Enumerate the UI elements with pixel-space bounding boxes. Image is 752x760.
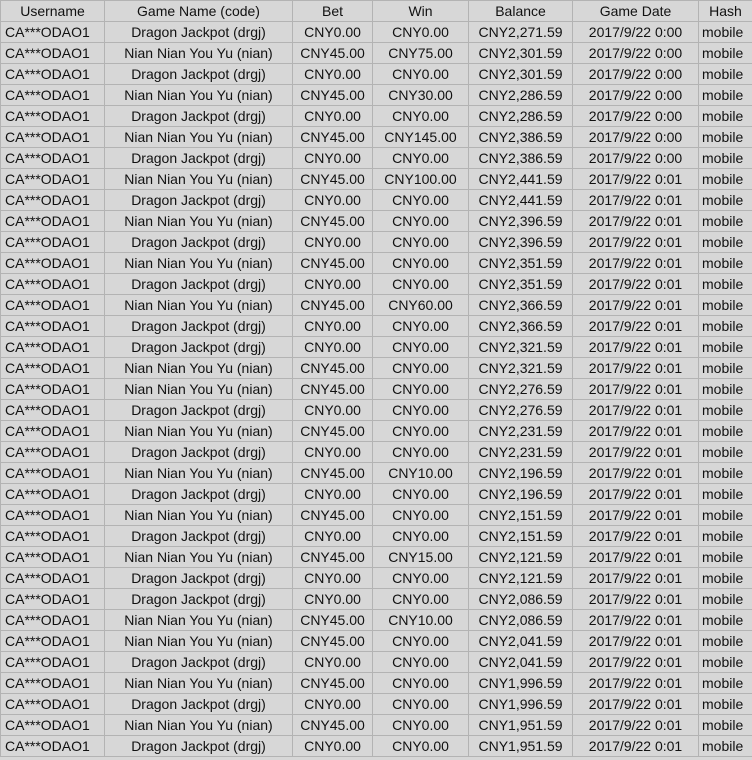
cell-balance[interactable]: CNY2,286.59 — [469, 85, 573, 106]
table-row — [1, 379, 752, 400]
cell-game-date[interactable]: 2017/9/22 0:01 — [573, 232, 699, 253]
cell-game-date[interactable]: 2017/9/22 0:01 — [573, 169, 699, 190]
cell-win[interactable]: CNY0.00 — [373, 64, 469, 85]
cell-username[interactable]: CA***ODAO1 — [1, 358, 105, 379]
cell-bet[interactable]: CNY45.00 — [293, 421, 373, 442]
cell-game-name[interactable]: Dragon Jackpot (drgj) — [105, 274, 293, 295]
cell-win[interactable]: CNY0.00 — [373, 589, 469, 610]
cell-game-name[interactable]: Nian Nian You Yu (nian) — [105, 379, 293, 400]
table-row — [1, 568, 752, 589]
table-row — [1, 463, 752, 484]
cell-balance[interactable]: CNY2,441.59 — [469, 190, 573, 211]
cell-bet[interactable]: CNY0.00 — [293, 526, 373, 547]
cell-bet[interactable]: CNY45.00 — [293, 358, 373, 379]
table-row — [1, 673, 752, 694]
cell-win[interactable]: CNY0.00 — [373, 652, 469, 673]
cell-game-date[interactable]: 2017/9/22 0:01 — [573, 652, 699, 673]
cell-game-date[interactable]: 2017/9/22 0:00 — [573, 64, 699, 85]
table-row — [1, 484, 752, 505]
cell-game-name[interactable]: Nian Nian You Yu (nian) — [105, 127, 293, 148]
cell-game-date[interactable]: 2017/9/22 0:00 — [573, 106, 699, 127]
table-row — [1, 337, 752, 358]
cell-bet[interactable]: CNY45.00 — [293, 169, 373, 190]
cell-game-name[interactable]: Nian Nian You Yu (nian) — [105, 505, 293, 526]
cell-hash[interactable]: mobile — [699, 526, 752, 547]
cell-bet[interactable]: CNY0.00 — [293, 106, 373, 127]
cell-game-date[interactable]: 2017/9/22 0:01 — [573, 715, 699, 736]
cell-username[interactable]: CA***ODAO1 — [1, 253, 105, 274]
cell-win[interactable]: CNY0.00 — [373, 148, 469, 169]
cell-game-date[interactable]: 2017/9/22 0:01 — [573, 316, 699, 337]
cell-win[interactable]: CNY60.00 — [373, 295, 469, 316]
cell-username[interactable]: CA***ODAO1 — [1, 316, 105, 337]
column-header-balance[interactable]: Balance — [469, 1, 573, 22]
cell-username[interactable]: CA***ODAO1 — [1, 715, 105, 736]
cell-win[interactable]: CNY0.00 — [373, 106, 469, 127]
cell-username[interactable]: CA***ODAO1 — [1, 148, 105, 169]
cell-game-name[interactable]: Nian Nian You Yu (nian) — [105, 358, 293, 379]
cell-hash[interactable]: mobile — [699, 22, 752, 43]
cell-win[interactable]: CNY0.00 — [373, 337, 469, 358]
cell-hash[interactable]: mobile — [699, 232, 752, 253]
cell-game-date[interactable]: 2017/9/22 0:01 — [573, 442, 699, 463]
cell-game-date[interactable]: 2017/9/22 0:00 — [573, 22, 699, 43]
cell-bet[interactable]: CNY45.00 — [293, 379, 373, 400]
cell-bet[interactable]: CNY45.00 — [293, 463, 373, 484]
cell-bet[interactable]: CNY45.00 — [293, 673, 373, 694]
cell-bet[interactable]: CNY0.00 — [293, 190, 373, 211]
cell-bet[interactable]: CNY0.00 — [293, 148, 373, 169]
cell-username[interactable]: CA***ODAO1 — [1, 232, 105, 253]
cell-username[interactable]: CA***ODAO1 — [1, 652, 105, 673]
cell-hash[interactable]: mobile — [699, 652, 752, 673]
cell-balance[interactable]: CNY1,996.59 — [469, 673, 573, 694]
cell-balance[interactable]: CNY2,396.59 — [469, 211, 573, 232]
cell-username[interactable]: CA***ODAO1 — [1, 43, 105, 64]
cell-game-date[interactable]: 2017/9/22 0:01 — [573, 610, 699, 631]
table-row — [1, 106, 752, 127]
cell-bet[interactable]: CNY0.00 — [293, 736, 373, 757]
cell-bet[interactable]: CNY45.00 — [293, 505, 373, 526]
cell-game-name[interactable]: Dragon Jackpot (drgj) — [105, 694, 293, 715]
cell-game-name[interactable]: Nian Nian You Yu (nian) — [105, 673, 293, 694]
cell-game-name[interactable]: Dragon Jackpot (drgj) — [105, 526, 293, 547]
column-header-win[interactable]: Win — [373, 1, 469, 22]
cell-bet[interactable]: CNY45.00 — [293, 610, 373, 631]
header-row — [1, 1, 752, 22]
cell-hash[interactable]: mobile — [699, 379, 752, 400]
column-header-bet[interactable]: Bet — [293, 1, 373, 22]
cell-game-date[interactable]: 2017/9/22 0:01 — [573, 505, 699, 526]
table-row — [1, 589, 752, 610]
cell-game-date[interactable]: 2017/9/22 0:01 — [573, 400, 699, 421]
cell-hash[interactable]: mobile — [699, 211, 752, 232]
table-row — [1, 631, 752, 652]
cell-balance[interactable]: CNY2,301.59 — [469, 64, 573, 85]
column-header-username[interactable]: Username — [1, 1, 105, 22]
cell-win[interactable]: CNY0.00 — [373, 253, 469, 274]
cell-game-date[interactable]: 2017/9/22 0:01 — [573, 379, 699, 400]
cell-win[interactable]: CNY0.00 — [373, 442, 469, 463]
cell-bet[interactable]: CNY0.00 — [293, 316, 373, 337]
cell-game-date[interactable]: 2017/9/22 0:01 — [573, 589, 699, 610]
table-row — [1, 694, 752, 715]
table-row — [1, 736, 752, 757]
cell-username[interactable]: CA***ODAO1 — [1, 589, 105, 610]
cell-hash[interactable]: mobile — [699, 127, 752, 148]
table-row — [1, 610, 752, 631]
cell-hash[interactable]: mobile — [699, 295, 752, 316]
cell-bet[interactable]: CNY0.00 — [293, 442, 373, 463]
column-header-hash[interactable]: Hash — [699, 1, 752, 22]
cell-game-name[interactable]: Nian Nian You Yu (nian) — [105, 211, 293, 232]
cell-game-date[interactable]: 2017/9/22 0:01 — [573, 673, 699, 694]
cell-game-date[interactable]: 2017/9/22 0:01 — [573, 526, 699, 547]
table-row — [1, 127, 752, 148]
cell-balance[interactable]: CNY2,286.59 — [469, 106, 573, 127]
cell-win[interactable]: CNY0.00 — [373, 631, 469, 652]
cell-username[interactable]: CA***ODAO1 — [1, 421, 105, 442]
cell-bet[interactable]: CNY45.00 — [293, 43, 373, 64]
cell-win[interactable]: CNY0.00 — [373, 673, 469, 694]
cell-game-date[interactable]: 2017/9/22 0:01 — [573, 421, 699, 442]
cell-balance[interactable]: CNY2,366.59 — [469, 295, 573, 316]
cell-game-date[interactable]: 2017/9/22 0:01 — [573, 631, 699, 652]
cell-win[interactable]: CNY0.00 — [373, 232, 469, 253]
cell-game-date[interactable]: 2017/9/22 0:01 — [573, 358, 699, 379]
cell-bet[interactable]: CNY0.00 — [293, 484, 373, 505]
cell-win[interactable]: CNY10.00 — [373, 610, 469, 631]
table-row — [1, 526, 752, 547]
cell-username[interactable]: CA***ODAO1 — [1, 547, 105, 568]
cell-hash[interactable]: mobile — [699, 589, 752, 610]
cell-balance[interactable]: CNY2,231.59 — [469, 442, 573, 463]
cell-game-date[interactable]: 2017/9/22 0:01 — [573, 694, 699, 715]
cell-username[interactable]: CA***ODAO1 — [1, 211, 105, 232]
cell-hash[interactable]: mobile — [699, 169, 752, 190]
cell-bet[interactable]: CNY0.00 — [293, 64, 373, 85]
cell-game-name[interactable]: Nian Nian You Yu (nian) — [105, 610, 293, 631]
cell-username[interactable]: CA***ODAO1 — [1, 526, 105, 547]
cell-bet[interactable]: CNY0.00 — [293, 337, 373, 358]
cell-balance[interactable]: CNY2,041.59 — [469, 631, 573, 652]
table-row — [1, 64, 752, 85]
cell-balance[interactable]: CNY2,441.59 — [469, 169, 573, 190]
table-row — [1, 715, 752, 736]
table-row — [1, 148, 752, 169]
table-row — [1, 190, 752, 211]
cell-username[interactable]: CA***ODAO1 — [1, 337, 105, 358]
cell-game-name[interactable]: Dragon Jackpot (drgj) — [105, 316, 293, 337]
cell-username[interactable]: CA***ODAO1 — [1, 169, 105, 190]
column-header-game-date[interactable]: Game Date — [573, 1, 699, 22]
cell-hash[interactable]: mobile — [699, 673, 752, 694]
cell-game-name[interactable]: Nian Nian You Yu (nian) — [105, 43, 293, 64]
cell-game-name[interactable]: Dragon Jackpot (drgj) — [105, 106, 293, 127]
cell-hash[interactable]: mobile — [699, 568, 752, 589]
cell-game-name[interactable]: Dragon Jackpot (drgj) — [105, 190, 293, 211]
cell-hash[interactable]: mobile — [699, 610, 752, 631]
cell-username[interactable]: CA***ODAO1 — [1, 568, 105, 589]
table-row — [1, 400, 752, 421]
cell-bet[interactable]: CNY45.00 — [293, 715, 373, 736]
cell-hash[interactable]: mobile — [699, 694, 752, 715]
cell-username[interactable]: CA***ODAO1 — [1, 694, 105, 715]
cell-game-date[interactable]: 2017/9/22 0:01 — [573, 190, 699, 211]
cell-game-date[interactable]: 2017/9/22 0:01 — [573, 274, 699, 295]
cell-win[interactable]: CNY0.00 — [373, 400, 469, 421]
cell-balance[interactable]: CNY2,151.59 — [469, 505, 573, 526]
cell-username[interactable]: CA***ODAO1 — [1, 673, 105, 694]
table-row — [1, 253, 752, 274]
cell-hash[interactable]: mobile — [699, 505, 752, 526]
cell-hash[interactable]: mobile — [699, 358, 752, 379]
cell-game-name[interactable]: Dragon Jackpot (drgj) — [105, 64, 293, 85]
cell-bet[interactable]: CNY0.00 — [293, 274, 373, 295]
cell-balance[interactable]: CNY2,351.59 — [469, 253, 573, 274]
table-row — [1, 274, 752, 295]
cell-username[interactable]: CA***ODAO1 — [1, 379, 105, 400]
cell-bet[interactable]: CNY45.00 — [293, 547, 373, 568]
cell-username[interactable]: CA***ODAO1 — [1, 106, 105, 127]
cell-game-name[interactable]: Nian Nian You Yu (nian) — [105, 631, 293, 652]
cell-balance[interactable]: CNY2,086.59 — [469, 610, 573, 631]
cell-hash[interactable]: mobile — [699, 631, 752, 652]
cell-hash[interactable]: mobile — [699, 463, 752, 484]
cell-username[interactable]: CA***ODAO1 — [1, 463, 105, 484]
cell-win[interactable]: CNY100.00 — [373, 169, 469, 190]
cell-bet[interactable]: CNY0.00 — [293, 652, 373, 673]
cell-username[interactable]: CA***ODAO1 — [1, 190, 105, 211]
table-row — [1, 505, 752, 526]
cell-win[interactable]: CNY0.00 — [373, 211, 469, 232]
cell-hash[interactable]: mobile — [699, 400, 752, 421]
table-row — [1, 22, 752, 43]
cell-game-name[interactable]: Dragon Jackpot (drgj) — [105, 232, 293, 253]
cell-game-name[interactable]: Nian Nian You Yu (nian) — [105, 547, 293, 568]
cell-game-name[interactable]: Dragon Jackpot (drgj) — [105, 442, 293, 463]
cell-balance[interactable]: CNY2,321.59 — [469, 358, 573, 379]
cell-balance[interactable]: CNY2,386.59 — [469, 148, 573, 169]
cell-balance[interactable]: CNY2,121.59 — [469, 547, 573, 568]
cell-balance[interactable]: CNY2,386.59 — [469, 127, 573, 148]
cell-hash[interactable]: mobile — [699, 253, 752, 274]
cell-balance[interactable]: CNY2,396.59 — [469, 232, 573, 253]
cell-hash[interactable]: mobile — [699, 715, 752, 736]
cell-game-name[interactable]: Nian Nian You Yu (nian) — [105, 169, 293, 190]
cell-balance[interactable]: CNY1,951.59 — [469, 736, 573, 757]
column-header-game-name[interactable]: Game Name (code) — [105, 1, 293, 22]
cell-balance[interactable]: CNY1,951.59 — [469, 715, 573, 736]
cell-username[interactable]: CA***ODAO1 — [1, 505, 105, 526]
cell-game-name[interactable]: Nian Nian You Yu (nian) — [105, 253, 293, 274]
cell-bet[interactable]: CNY0.00 — [293, 400, 373, 421]
cell-game-name[interactable]: Dragon Jackpot (drgj) — [105, 148, 293, 169]
cell-username[interactable]: CA***ODAO1 — [1, 64, 105, 85]
cell-balance[interactable]: CNY2,231.59 — [469, 421, 573, 442]
cell-win[interactable]: CNY0.00 — [373, 568, 469, 589]
cell-win[interactable]: CNY0.00 — [373, 421, 469, 442]
cell-win[interactable]: CNY0.00 — [373, 316, 469, 337]
cell-balance[interactable]: CNY1,996.59 — [469, 694, 573, 715]
cell-win[interactable]: CNY10.00 — [373, 463, 469, 484]
cell-balance[interactable]: CNY2,041.59 — [469, 652, 573, 673]
cell-username[interactable]: CA***ODAO1 — [1, 400, 105, 421]
cell-game-name[interactable]: Nian Nian You Yu (nian) — [105, 421, 293, 442]
cell-game-date[interactable]: 2017/9/22 0:01 — [573, 547, 699, 568]
cell-bet[interactable]: CNY45.00 — [293, 253, 373, 274]
cell-hash[interactable]: mobile — [699, 316, 752, 337]
cell-game-date[interactable]: 2017/9/22 0:00 — [573, 43, 699, 64]
cell-hash[interactable]: mobile — [699, 190, 752, 211]
cell-hash[interactable]: mobile — [699, 148, 752, 169]
cell-bet[interactable]: CNY0.00 — [293, 22, 373, 43]
cell-hash[interactable]: mobile — [699, 484, 752, 505]
cell-game-date[interactable]: 2017/9/22 0:00 — [573, 127, 699, 148]
table-row — [1, 295, 752, 316]
table-row — [1, 85, 752, 106]
cell-balance[interactable]: CNY2,366.59 — [469, 316, 573, 337]
table-row — [1, 421, 752, 442]
cell-username[interactable]: CA***ODAO1 — [1, 274, 105, 295]
cell-balance[interactable]: CNY2,151.59 — [469, 526, 573, 547]
cell-hash[interactable]: mobile — [699, 547, 752, 568]
cell-win[interactable]: CNY145.00 — [373, 127, 469, 148]
cell-win[interactable]: CNY0.00 — [373, 379, 469, 400]
cell-game-name[interactable]: Dragon Jackpot (drgj) — [105, 589, 293, 610]
cell-game-date[interactable]: 2017/9/22 0:01 — [573, 568, 699, 589]
cell-game-date[interactable]: 2017/9/22 0:01 — [573, 337, 699, 358]
cell-win[interactable]: CNY0.00 — [373, 526, 469, 547]
table-row — [1, 43, 752, 64]
cell-hash[interactable]: mobile — [699, 274, 752, 295]
cell-bet[interactable]: CNY45.00 — [293, 211, 373, 232]
cell-hash[interactable]: mobile — [699, 337, 752, 358]
cell-hash[interactable]: mobile — [699, 106, 752, 127]
cell-balance[interactable]: CNY2,271.59 — [469, 22, 573, 43]
cell-hash[interactable]: mobile — [699, 64, 752, 85]
cell-win[interactable]: CNY0.00 — [373, 505, 469, 526]
cell-win[interactable]: CNY0.00 — [373, 358, 469, 379]
cell-hash[interactable]: mobile — [699, 442, 752, 463]
cell-win[interactable]: CNY15.00 — [373, 547, 469, 568]
cell-game-name[interactable]: Dragon Jackpot (drgj) — [105, 736, 293, 757]
cell-game-name[interactable]: Nian Nian You Yu (nian) — [105, 295, 293, 316]
cell-game-date[interactable]: 2017/9/22 0:01 — [573, 253, 699, 274]
cell-bet[interactable]: CNY45.00 — [293, 295, 373, 316]
cell-username[interactable]: CA***ODAO1 — [1, 22, 105, 43]
cell-bet[interactable]: CNY45.00 — [293, 85, 373, 106]
cell-win[interactable]: CNY0.00 — [373, 715, 469, 736]
table-row — [1, 232, 752, 253]
cell-game-date[interactable]: 2017/9/22 0:00 — [573, 85, 699, 106]
cell-win[interactable]: CNY30.00 — [373, 85, 469, 106]
cell-game-name[interactable]: Nian Nian You Yu (nian) — [105, 463, 293, 484]
cell-win[interactable]: CNY0.00 — [373, 190, 469, 211]
cell-bet[interactable]: CNY0.00 — [293, 232, 373, 253]
cell-win[interactable]: CNY0.00 — [373, 274, 469, 295]
table-body — [1, 22, 752, 757]
cell-balance[interactable]: CNY2,196.59 — [469, 463, 573, 484]
table-row — [1, 316, 752, 337]
cell-balance[interactable]: CNY2,196.59 — [469, 484, 573, 505]
cell-game-name[interactable]: Dragon Jackpot (drgj) — [105, 22, 293, 43]
cell-hash[interactable]: mobile — [699, 421, 752, 442]
cell-game-name[interactable]: Nian Nian You Yu (nian) — [105, 85, 293, 106]
cell-username[interactable]: CA***ODAO1 — [1, 295, 105, 316]
table-row — [1, 652, 752, 673]
cell-username[interactable]: CA***ODAO1 — [1, 442, 105, 463]
table-row — [1, 169, 752, 190]
cell-win[interactable]: CNY0.00 — [373, 736, 469, 757]
cell-hash[interactable]: mobile — [699, 736, 752, 757]
cell-game-name[interactable]: Dragon Jackpot (drgj) — [105, 652, 293, 673]
cell-win[interactable]: CNY0.00 — [373, 484, 469, 505]
cell-game-name[interactable]: Dragon Jackpot (drgj) — [105, 484, 293, 505]
cell-bet[interactable]: CNY0.00 — [293, 568, 373, 589]
cell-win[interactable]: CNY0.00 — [373, 694, 469, 715]
cell-bet[interactable]: CNY45.00 — [293, 631, 373, 652]
cell-balance[interactable]: CNY2,121.59 — [469, 568, 573, 589]
cell-win[interactable]: CNY75.00 — [373, 43, 469, 64]
cell-username[interactable]: CA***ODAO1 — [1, 484, 105, 505]
cell-bet[interactable]: CNY45.00 — [293, 127, 373, 148]
cell-game-date[interactable]: 2017/9/22 0:01 — [573, 295, 699, 316]
cell-bet[interactable]: CNY0.00 — [293, 589, 373, 610]
cell-balance[interactable]: CNY2,086.59 — [469, 589, 573, 610]
cell-game-name[interactable]: Dragon Jackpot (drgj) — [105, 568, 293, 589]
cell-balance[interactable]: CNY2,276.59 — [469, 379, 573, 400]
cell-username[interactable]: CA***ODAO1 — [1, 85, 105, 106]
table-row — [1, 358, 752, 379]
cell-game-date[interactable]: 2017/9/22 0:00 — [573, 148, 699, 169]
table-row — [1, 547, 752, 568]
cell-game-name[interactable]: Dragon Jackpot (drgj) — [105, 337, 293, 358]
cell-game-name[interactable]: Dragon Jackpot (drgj) — [105, 400, 293, 421]
cell-game-date[interactable]: 2017/9/22 0:01 — [573, 211, 699, 232]
cell-game-name[interactable]: Nian Nian You Yu (nian) — [105, 715, 293, 736]
cell-balance[interactable]: CNY2,351.59 — [469, 274, 573, 295]
cell-win[interactable]: CNY0.00 — [373, 22, 469, 43]
cell-bet[interactable]: CNY0.00 — [293, 694, 373, 715]
table-row — [1, 211, 752, 232]
table-row — [1, 442, 752, 463]
cell-balance[interactable]: CNY2,301.59 — [469, 43, 573, 64]
cell-game-date[interactable]: 2017/9/22 0:01 — [573, 736, 699, 757]
cell-hash[interactable]: mobile — [699, 43, 752, 64]
cell-hash[interactable]: mobile — [699, 85, 752, 106]
cell-balance[interactable]: CNY2,321.59 — [469, 337, 573, 358]
cell-game-date[interactable]: 2017/9/22 0:01 — [573, 484, 699, 505]
cell-username[interactable]: CA***ODAO1 — [1, 610, 105, 631]
cell-username[interactable]: CA***ODAO1 — [1, 631, 105, 652]
cell-game-date[interactable]: 2017/9/22 0:01 — [573, 463, 699, 484]
cell-username[interactable]: CA***ODAO1 — [1, 127, 105, 148]
cell-username[interactable]: CA***ODAO1 — [1, 736, 105, 757]
cell-balance[interactable]: CNY2,276.59 — [469, 400, 573, 421]
